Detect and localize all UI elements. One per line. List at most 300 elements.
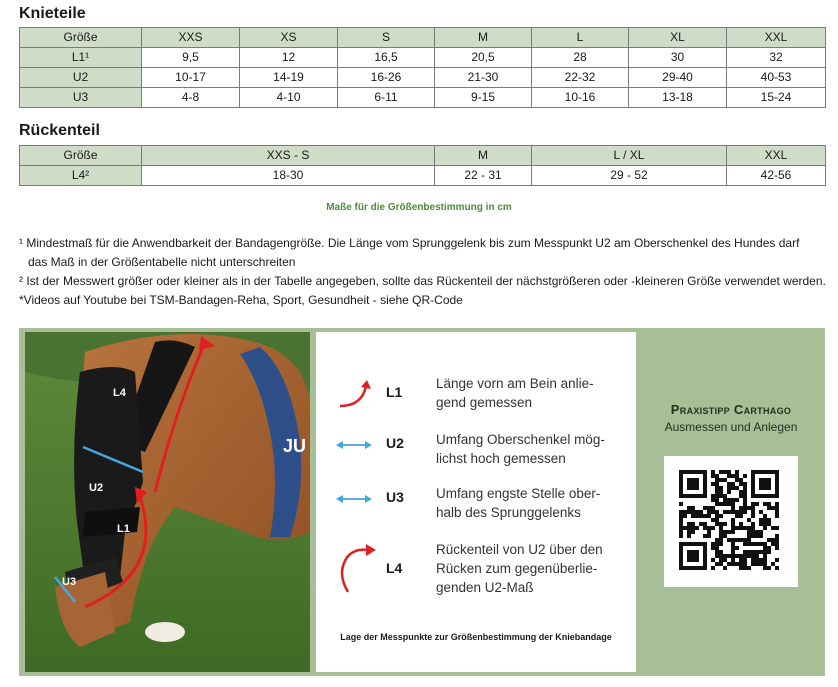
qr-module [703,534,707,538]
qr-module [679,550,683,554]
qr-module [739,562,743,566]
qr-module [747,526,751,530]
qr-module [715,538,719,542]
qr-module [763,514,767,518]
qr-module [683,510,687,514]
header-cell: Größe [20,146,142,166]
qr-module [703,558,707,562]
qr-code-icon [664,456,798,587]
qr-module [715,482,719,486]
dog-illustration [25,332,310,672]
qr-module [731,526,735,530]
qr-module [691,550,695,554]
qr-module [731,542,735,546]
table-row [20,68,826,88]
qr-module [683,494,687,498]
qr-module [679,554,683,558]
qr-module [699,510,703,514]
legend-description-line: genden U2-Maß [436,580,534,595]
qr-module [715,498,719,502]
qr-module [731,506,735,510]
qr-module [743,542,747,546]
qr-module [695,566,699,570]
header-cell: L [532,28,629,48]
qr-module [751,510,755,514]
table-cell: 30 [629,48,727,68]
qr-module [703,486,707,490]
qr-module [759,486,763,490]
qr-module [747,566,751,570]
qr-module [755,554,759,558]
section-title-rueckenteil: Rückenteil [19,122,100,139]
header-cell: M [435,28,532,48]
qr-module [763,558,767,562]
row-header-cell: L1¹ [20,48,142,68]
header-cell: Größe [20,28,142,48]
qr-module [735,474,739,478]
qr-module [679,478,683,482]
qr-module [683,566,687,570]
qr-module [751,550,755,554]
qr-module [715,490,719,494]
qr-module [743,566,747,570]
qr-module [731,498,735,502]
qr-module [727,490,731,494]
qr-module [755,558,759,562]
qr-module [731,474,735,478]
qr-module [703,514,707,518]
qr-module [743,498,747,502]
qr-module [739,490,743,494]
table-row [20,88,826,108]
qr-module [739,494,743,498]
qr-module [727,474,731,478]
qr-module [767,550,771,554]
qr-module [679,518,683,522]
photo-label-l1: L1 [117,523,130,535]
qr-module [727,498,731,502]
qr-module [695,486,699,490]
qr-module [759,478,763,482]
legend-description-line: halb des Sprunggelenks [436,505,581,520]
header-cell: S [338,28,435,48]
qr-module [723,494,727,498]
legend-description-line: Rückenteil von U2 über den [436,542,603,557]
qr-module [763,550,767,554]
qr-module [679,522,683,526]
qr-module [771,526,775,530]
qr-module [687,486,691,490]
table-cell: 16-26 [338,68,435,88]
table-cell: 22 - 31 [435,166,532,186]
qr-module [767,518,771,522]
qr-module [767,486,771,490]
qr-module [711,498,715,502]
qr-code[interactable] [664,456,798,587]
qr-module [759,558,763,562]
qr-module [747,550,751,554]
info-panel [19,328,825,676]
qr-module [687,510,691,514]
qr-module [755,542,759,546]
table-cell: 29-40 [629,68,727,88]
qr-module [731,486,735,490]
table-cell: 40-53 [727,68,826,88]
table-row [20,166,826,186]
legend-code: U2 [386,435,404,451]
qr-module [755,562,759,566]
qr-module [715,474,719,478]
qr-module [679,502,683,506]
qr-module [707,530,711,534]
praxistipp-subtitle: Ausmessen und Anlegen [664,420,798,434]
qr-module [759,494,763,498]
qr-module [775,546,779,550]
legend-description-line: Umfang engste Stelle ober- [436,486,601,501]
qr-module [687,530,691,534]
header-cell: XL [629,28,727,48]
qr-module [679,526,683,530]
qr-module [751,522,755,526]
qr-module [679,494,683,498]
qr-module [759,518,763,522]
qr-module [691,522,695,526]
qr-module [679,490,683,494]
qr-module [775,542,779,546]
qr-module [719,514,723,518]
table-header-row [20,28,826,48]
qr-module [751,558,755,562]
table-cell: 4-10 [240,88,338,108]
qr-module [687,558,691,562]
qr-module [719,538,723,542]
qr-module [775,510,779,514]
qr-module [691,558,695,562]
qr-module [703,490,707,494]
qr-module [679,510,683,514]
qr-module [743,486,747,490]
qr-module [775,558,779,562]
qr-module [687,494,691,498]
legend-code: U3 [386,489,404,505]
photo-label-u3: U3 [62,576,77,588]
qr-module [771,494,775,498]
legend-description-line: gend gemessen [436,395,533,410]
qr-module [699,494,703,498]
qr-module [715,478,719,482]
qr-module [683,526,687,530]
qr-module [687,478,691,482]
qr-module [707,526,711,530]
qr-module [715,514,719,518]
qr-module [739,522,743,526]
qr-module [775,534,779,538]
qr-module [679,558,683,562]
qr-module [747,530,751,534]
qr-module [767,470,771,474]
measurement-caption: Maße für die Größenbestimmung in cm [326,202,512,213]
qr-module [731,518,735,522]
qr-module [735,514,739,518]
qr-module [719,502,723,506]
qr-module [743,554,747,558]
qr-module [763,526,767,530]
qr-module [731,522,735,526]
qr-module [691,482,695,486]
qr-module [743,474,747,478]
header-cell: L / XL [532,146,727,166]
curved-arrow-icon [334,378,374,415]
qr-module [719,558,723,562]
section-title-knieteile: Knieteile [19,5,86,22]
qr-module [759,530,763,534]
qr-module [719,522,723,526]
qr-module [679,530,683,534]
qr-module [687,482,691,486]
legend-description [436,374,626,412]
qr-module [707,534,711,538]
qr-module [683,542,687,546]
qr-module [735,486,739,490]
qr-module [751,534,755,538]
table-cell: 18-30 [142,166,435,186]
qr-module [731,510,735,514]
qr-module [695,510,699,514]
qr-module [763,562,767,566]
qr-module [691,478,695,482]
qr-module [723,510,727,514]
qr-module [711,482,715,486]
qr-module [679,534,683,538]
qr-module [695,514,699,518]
qr-module [723,502,727,506]
qr-module [751,494,755,498]
qr-module [683,514,687,518]
qr-module [771,562,775,566]
qr-module [775,482,779,486]
qr-module [691,514,695,518]
legend-description-line: lichst hoch gemessen [436,451,566,466]
qr-module [747,534,751,538]
qr-module [771,542,775,546]
row-header-cell: U2 [20,68,142,88]
qr-module [755,470,759,474]
table-cell: 4-8 [142,88,240,108]
qr-module [775,566,779,570]
qr-module [771,506,775,510]
qr-module [743,490,747,494]
legend-description [436,430,626,468]
qr-module [711,526,715,530]
footnote-2: ² Ist der Messwert größer oder kleiner als in der Tabelle angegeben, sollte das Rückenteil der nächstgrößeren oder -kleineren Größe verwendet werden. [19,274,826,288]
qr-module [715,550,719,554]
qr-module [687,534,691,538]
knieteile-table [19,27,826,108]
qr-module [679,474,683,478]
table-cell: 14-19 [240,68,338,88]
legend-caption: Lage der Messpunkte zur Größenbestimmung der Kniebandage [340,632,612,642]
qr-module [763,502,767,506]
qr-module [751,530,755,534]
qr-module [739,526,743,530]
qr-module [739,554,743,558]
qr-module [711,494,715,498]
qr-module [691,470,695,474]
qr-module [723,522,727,526]
qr-module [719,530,723,534]
qr-module [751,490,755,494]
qr-module [755,494,759,498]
qr-module [775,506,779,510]
table-cell: 9-15 [435,88,532,108]
qr-module [739,506,743,510]
qr-module [703,526,707,530]
qr-module [707,506,711,510]
header-cell: M [435,146,532,166]
qr-module [731,550,735,554]
qr-module [743,562,747,566]
qr-module [775,494,779,498]
qr-module [679,546,683,550]
qr-module [751,554,755,558]
qr-module [763,486,767,490]
qr-module [695,478,699,482]
qr-module [743,494,747,498]
header-cell: XS [240,28,338,48]
qr-module [743,538,747,542]
qr-module [691,566,695,570]
qr-module [699,514,703,518]
qr-module [751,470,755,474]
qr-module [711,470,715,474]
table-cell: 21-30 [435,68,532,88]
qr-module [731,502,735,506]
qr-module [743,550,747,554]
qr-module [775,474,779,478]
praxistipp-title: Praxistipp Carthago [670,402,792,417]
qr-module [767,502,771,506]
qr-module [679,514,683,518]
qr-module [727,530,731,534]
qr-module [723,498,727,502]
qr-module [739,566,743,570]
qr-module [719,526,723,530]
table-cell: 9,5 [142,48,240,68]
table-cell: 42-56 [727,166,826,186]
qr-module [723,530,727,534]
qr-module [711,542,715,546]
qr-module [727,470,731,474]
qr-module [707,514,711,518]
header-cell: XXL [727,28,826,48]
qr-module [767,538,771,542]
qr-module [775,486,779,490]
dog-paw [145,622,185,642]
qr-module [719,490,723,494]
qr-module [755,530,759,534]
qr-module [735,538,739,542]
legend-description [436,540,626,597]
qr-module [695,470,699,474]
qr-module [771,470,775,474]
qr-module [743,502,747,506]
qr-module [763,546,767,550]
qr-module [723,554,727,558]
table-row [20,48,826,68]
qr-module [711,546,715,550]
qr-module [727,486,731,490]
qr-module [767,546,771,550]
qr-module [711,506,715,510]
qr-module [679,486,683,490]
qr-module [719,542,723,546]
qr-module [679,470,683,474]
qr-module [703,550,707,554]
table-cell: 6-11 [338,88,435,108]
table-cell: 29 - 52 [532,166,727,186]
qr-module [703,562,707,566]
qr-module [715,494,719,498]
qr-module [715,518,719,522]
qr-module [723,470,727,474]
qr-module [711,566,715,570]
qr-module [731,538,735,542]
qr-module [735,526,739,530]
qr-module [711,474,715,478]
qr-module [703,470,707,474]
qr-module [739,558,743,562]
qr-module [719,554,723,558]
qr-module [735,562,739,566]
qr-module [739,510,743,514]
qr-module [763,470,767,474]
header-cell: XXS [142,28,240,48]
qr-module [715,502,719,506]
qr-module [763,522,767,526]
qr-module [751,562,755,566]
qr-module [723,534,727,538]
table-cell: 22-32 [532,68,629,88]
qr-module [751,478,755,482]
qr-module [687,566,691,570]
qr-module [735,554,739,558]
qr-module [691,526,695,530]
qr-module [723,558,727,562]
qr-module [755,534,759,538]
qr-module [735,478,739,482]
qr-module [731,562,735,566]
qr-module [695,526,699,530]
qr-module [703,482,707,486]
qr-module [775,526,779,530]
qr-module [759,542,763,546]
qr-module [763,494,767,498]
qr-module [731,530,735,534]
qr-module [703,554,707,558]
qr-module [751,482,755,486]
qr-module [739,482,743,486]
qr-module [747,542,751,546]
footnote-1-continued: das Maß in der Größentabelle nicht unterschreiten [28,255,296,269]
qr-module [699,542,703,546]
qr-module [747,506,751,510]
bandage-strap [83,507,140,537]
qr-module [743,510,747,514]
qr-module [715,510,719,514]
qr-module [691,510,695,514]
qr-module [687,554,691,558]
qr-module [767,506,771,510]
